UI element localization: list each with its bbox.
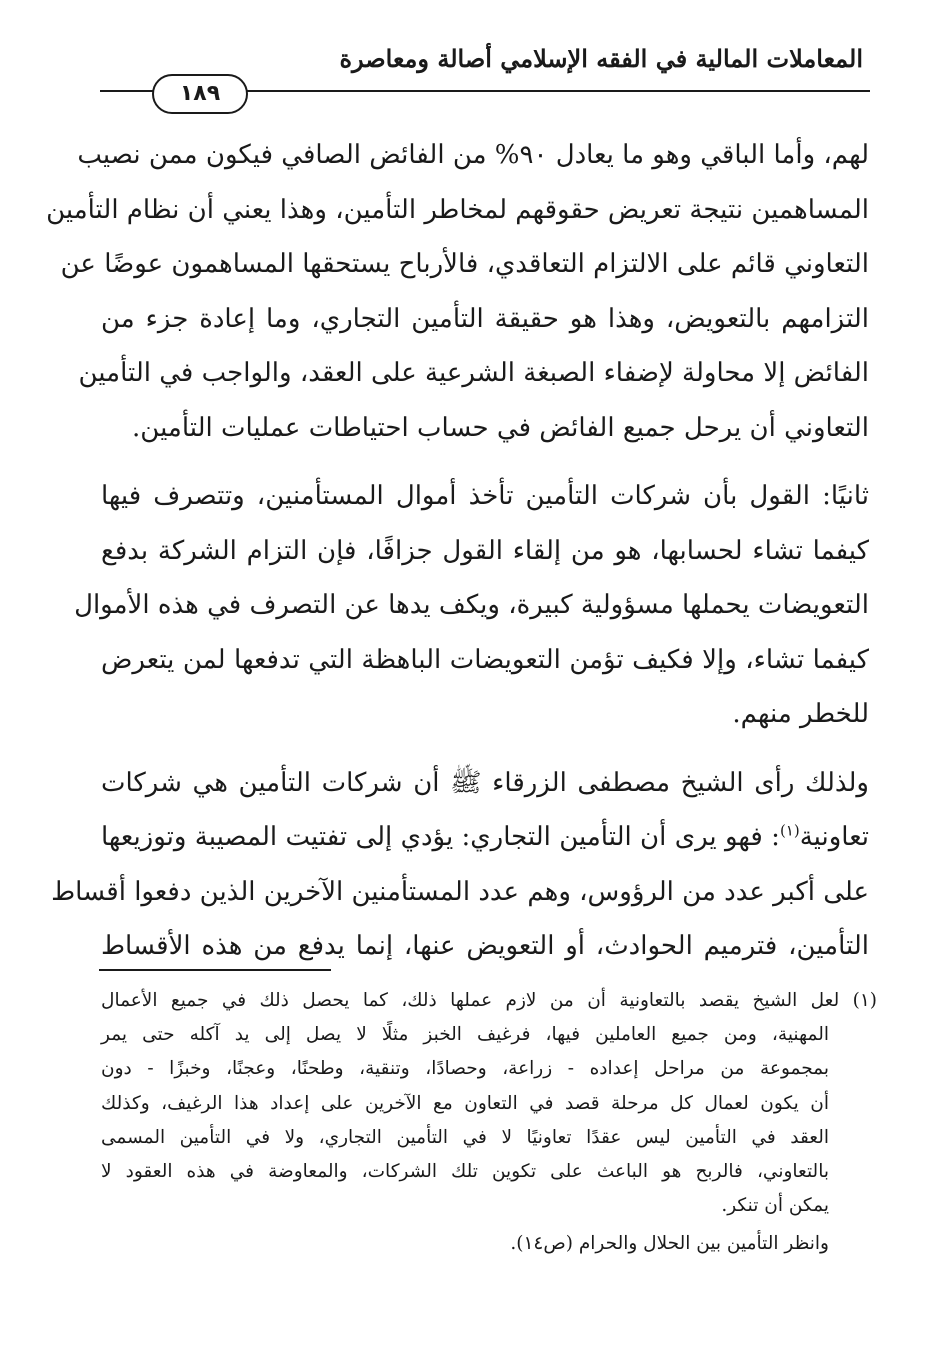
text-line: كيفما تشاء، وإلا فكيف تؤمن التعويضات الباهظة التي تدفعها لمن يتعرض [101,644,869,675]
footnote-reference[interactable]: (١) [779,821,800,840]
paragraph-1 [46,128,869,455]
text-line: كيفما تشاء لحسابها، هو من إلقاء القول جزافًا، فإن التزام الشركة بدفع [101,535,869,566]
text-line: لهم، وأما الباقي وهو ما يعادل ٩٠% من الفائض الصافي فيكون ممن نصيب [77,140,869,170]
footnote-line: العقد في التأمين ليس عقدًا تعاونيًا لا في التأمين التجاري، ولا في التأمين المسمى [101,1126,829,1148]
text-line: الفائض إلا محاولة لإضفاء الصبغة الشرعية على العقد، والواجب في التأمين [78,358,869,388]
running-title: المعاملات المالية في الفقه الإسلامي أصالة ومعاصرة [339,44,863,73]
footnote-line: بمجموعة من مراحل إعداده - زراعة، وحصادًا، وتنقية، وطحنًا، وعجنًا، وخبزًا - دون [101,1058,829,1080]
paragraph-3 [51,756,869,974]
footnote-line: أن يكون لعمال كل مرحلة قصد في التعاون مع الآخرين على إعداد هذا الرغيف، وكذلك [101,1092,829,1114]
text-line: التعاوني أن يرحل جميع الفائض في حساب احتياطات عمليات التأمين. [132,412,869,443]
text-segment: تعاونية [799,822,869,852]
footnote-line [101,984,877,1018]
text-line: للخطر منهم. [732,699,869,729]
main-text [46,128,869,974]
footnote-text: لعل الشيخ يقصد بالتعاونية أن من لازم عملها ذلك، كما يحصل ذلك في جميع الأعمال [101,990,840,1011]
text-line: التعاوني قائم على الالتزام التعاقدي، فالأرباح يستحقها المساهمون عوضًا عن [60,249,869,279]
footnote-marker: (١) [852,990,878,1011]
footnote-see-also: وانظر التأمين بين الحلال والحرام (ص١٤). [510,1233,829,1255]
text-line: التعويضات يحملها مسؤولية كبيرة، ويكف يدها عن التصرف في هذه الأموال [74,590,869,620]
paragraph-gap [101,455,869,469]
footnotes [101,984,878,1262]
text-line: ولذلك رأى الشيخ مصطفى الزرقاء ﷺ أن شركات التأمين هي شركات [101,767,869,798]
text-line: التأمين، فترميم الحوادث، أو التعويض عنها، إنما يدفع من هذه الأقساط [101,931,869,961]
paragraph-2 [74,469,869,742]
page-number-badge: ١٨٩ [152,74,248,114]
paragraph-gap [101,742,869,756]
footnote-separator [99,969,331,971]
text-segment: : فهو يرى أن التأمين التجاري: يؤدي إلى تفتيت المصيبة وتوزيعها [101,822,780,852]
footnote-line: بالتعاوني، فالربح هو الباعث على تكوين تلك الشركات، والمعاوضة في هذه العقود لا [101,1160,829,1182]
text-line-with-footnote-ref [101,810,869,865]
text-line: على أكبر عدد من الرؤوس، وهم عدد المستأمنين الآخرين الذين دفعوا أقساط [51,876,869,907]
footnote-line: المهنية، ومن جميع العاملين فيها، فرغيف الخبز مثلًا لا يصل إلى يد آكله حتى يمر [101,1024,829,1046]
text-line: التزامهم بالتعويض، وهذا هو حقيقة التأمين التجاري، وما إعادة جزء من [101,303,869,334]
text-line: المساهمين نتيجة تعريض حقوقهم لمخاطر التأمين، وهذا يعني أن نظام التأمين [46,194,869,225]
text-line: ثانيًا: القول بأن شركات التأمين تأخذ أموال المستأمنين، وتتصرف فيها [101,481,869,511]
footnote-line: يمكن أن تنكر. [721,1195,829,1217]
